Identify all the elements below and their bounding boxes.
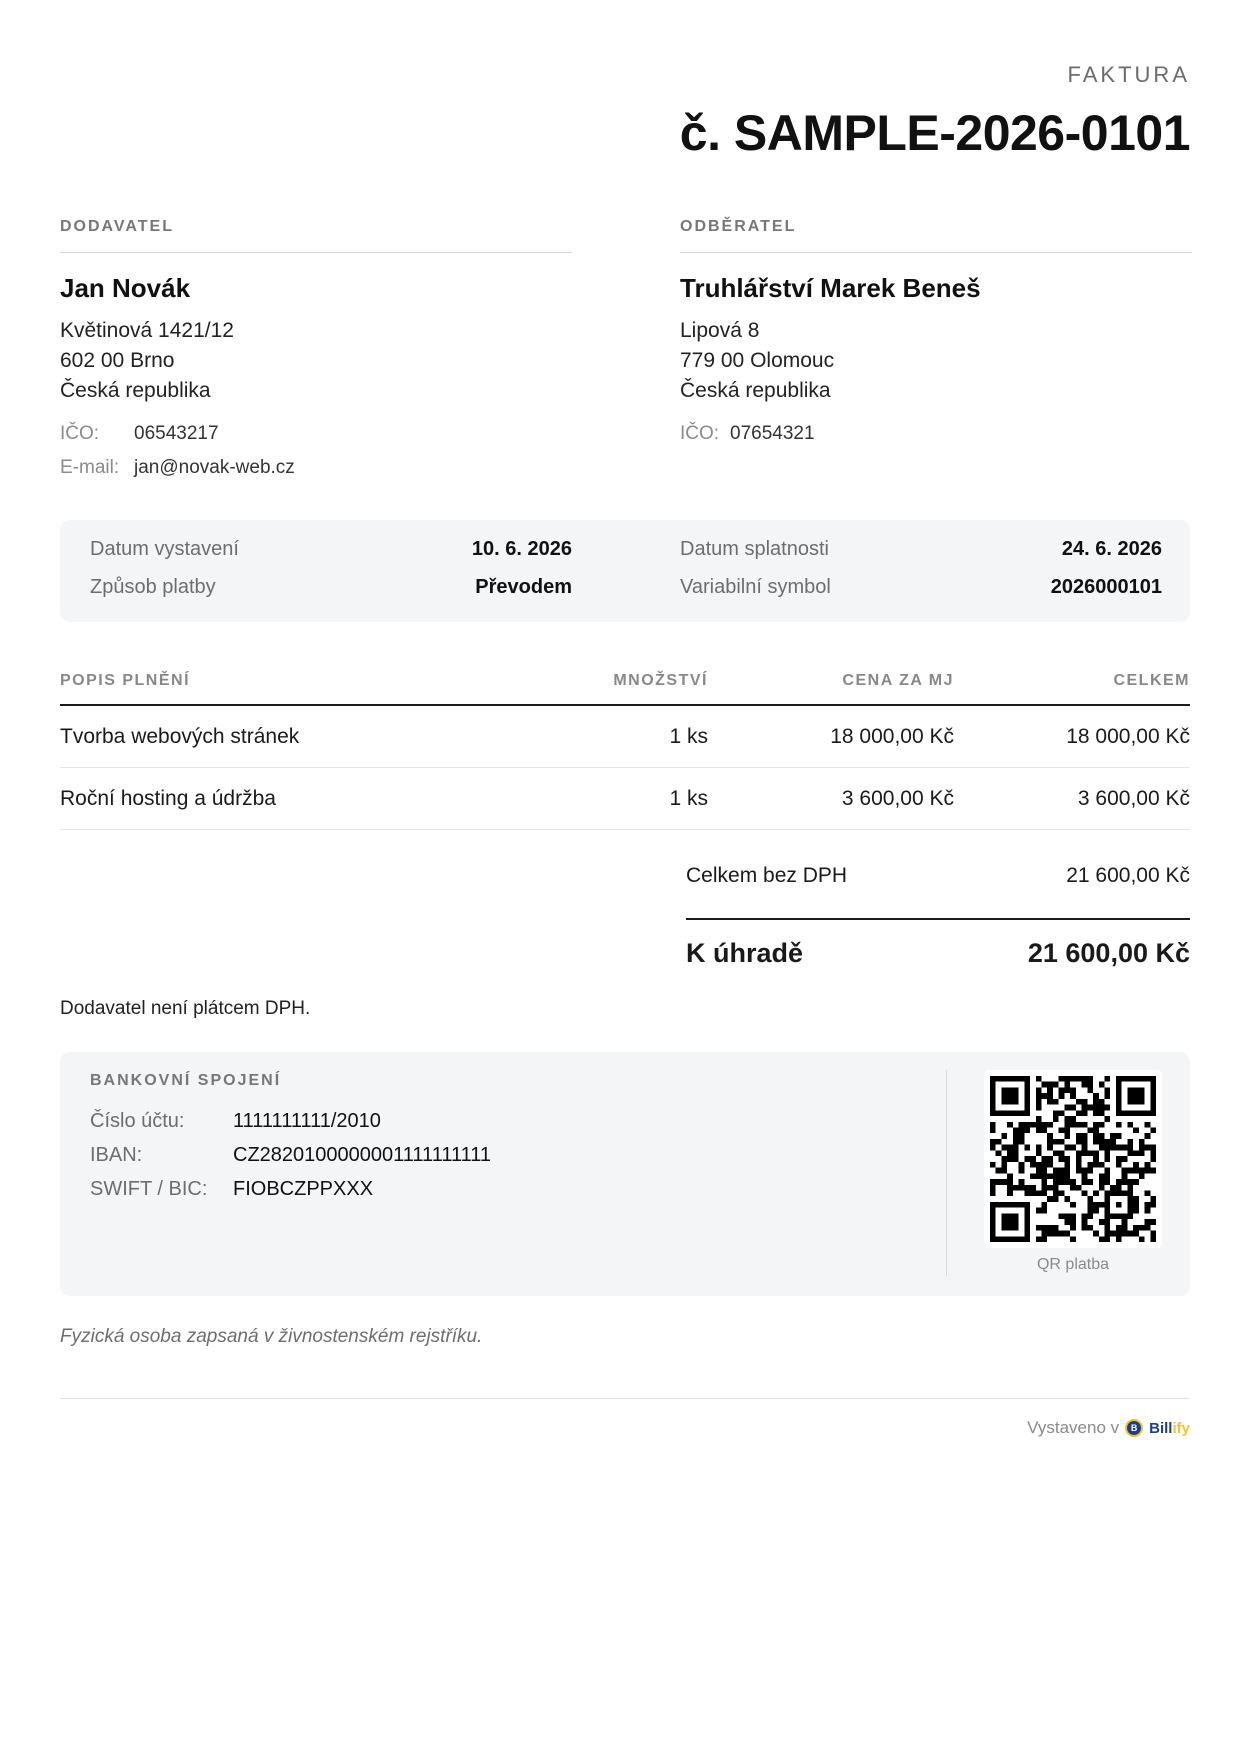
payment-method: Převodem xyxy=(475,576,572,598)
customer-ico-row xyxy=(680,422,1192,446)
account-number: 1111111111/2010 xyxy=(233,1110,381,1132)
ico-label: IČO: xyxy=(680,423,720,444)
variable-symbol: 2026000101 xyxy=(1050,576,1162,598)
supplier-name: Jan Novák xyxy=(60,273,191,303)
column-header-description: POPIS PLNĚNÍ xyxy=(60,672,191,689)
qr-code-icon xyxy=(990,1076,1156,1242)
variable-symbol-label: Variabilní symbol xyxy=(680,576,831,598)
invoice-number: č. SAMPLE-2026-0101 xyxy=(679,105,1190,161)
issue-date-row xyxy=(90,538,572,561)
column-header-unit-price: CENA ZA MJ xyxy=(842,672,954,689)
item-quantity: 1 ks xyxy=(669,786,708,810)
item-unit-price: 18 000,00 Kč xyxy=(830,724,954,748)
iban-row xyxy=(90,1144,491,1167)
column-header-total: CELKEM xyxy=(1113,672,1190,689)
supplier-ico: 06543217 xyxy=(134,423,219,444)
item-description: Roční hosting a údržba xyxy=(60,786,276,810)
invoice-header xyxy=(680,62,1190,162)
subtotal-row xyxy=(686,864,1190,904)
divider xyxy=(686,918,1190,920)
supplier-email-row xyxy=(60,456,572,480)
table-row xyxy=(60,706,1190,768)
variable-symbol-row xyxy=(680,576,1162,599)
column-header-quantity: MNOŽSTVÍ xyxy=(613,672,708,689)
items-table-header xyxy=(60,666,1190,706)
customer-label: ODBĚRATEL xyxy=(680,218,797,235)
address-line: Česká republika xyxy=(680,379,831,402)
item-description: Tvorba webových stránek xyxy=(60,724,300,748)
customer-ico: 07654321 xyxy=(730,423,815,444)
iban-value: CZ2820100000001111111111 xyxy=(233,1144,492,1166)
item-total: 18 000,00 Kč xyxy=(1066,724,1190,748)
footer xyxy=(1027,1418,1190,1438)
brand-accent: ify xyxy=(1172,1419,1190,1437)
issued-in-text: Vystaveno v xyxy=(1027,1418,1120,1437)
swift-value: FIOBCZPPXXX xyxy=(233,1178,374,1200)
customer-block xyxy=(680,218,1192,446)
legal-note: Fyzická osoba zapsaná v živnostenském rejstříku. xyxy=(60,1326,483,1347)
document-type: FAKTURA xyxy=(1067,62,1190,87)
ico-label: IČO: xyxy=(60,423,100,444)
items-table xyxy=(60,666,1190,830)
due-date: 24. 6. 2026 xyxy=(1061,538,1162,560)
bank-panel xyxy=(60,1052,1190,1296)
item-unit-price: 3 600,00 Kč xyxy=(841,786,954,810)
brand-main: Bill xyxy=(1149,1419,1173,1437)
supplier-block xyxy=(60,218,572,480)
table-row xyxy=(60,768,1190,830)
supplier-label: DODAVATEL xyxy=(60,218,174,235)
grand-total-label: K úhradě xyxy=(686,938,804,968)
divider xyxy=(946,1070,947,1276)
grand-total-value: 21 600,00 Kč xyxy=(1027,938,1190,968)
customer-name: Truhlářství Marek Beneš xyxy=(680,273,981,303)
address-line: Česká republika xyxy=(60,379,211,402)
item-quantity: 1 ks xyxy=(669,724,708,748)
address-line: 602 00 Brno xyxy=(60,349,175,372)
grand-total-row xyxy=(686,938,1190,998)
swift-label: SWIFT / BIC: xyxy=(90,1178,208,1200)
due-date-label: Datum splatnosti xyxy=(680,538,829,560)
customer-address xyxy=(680,316,1192,406)
qr-code xyxy=(984,1070,1162,1248)
account-row xyxy=(90,1110,381,1133)
divider xyxy=(60,1398,1190,1399)
vat-note: Dodavatel není plátcem DPH. xyxy=(60,998,311,1019)
supplier-ico-row xyxy=(60,422,572,446)
subtotal-label: Celkem bez DPH xyxy=(686,864,848,887)
totals-block xyxy=(686,864,1190,998)
billify-logo[interactable] xyxy=(1149,1420,1190,1437)
account-label: Číslo účtu: xyxy=(90,1110,185,1132)
divider xyxy=(60,252,572,253)
item-total: 3 600,00 Kč xyxy=(1077,786,1190,810)
issue-date: 10. 6. 2026 xyxy=(471,538,572,560)
supplier-address xyxy=(60,316,572,406)
dates-panel xyxy=(60,520,1190,622)
subtotal-value: 21 600,00 Kč xyxy=(1066,864,1190,887)
due-date-row xyxy=(680,538,1162,561)
billify-logo-icon: B xyxy=(1125,1419,1143,1437)
supplier-email[interactable]: jan@novak-web.cz xyxy=(134,457,295,478)
bank-title: BANKOVNÍ SPOJENÍ xyxy=(90,1072,282,1089)
divider xyxy=(680,252,1192,253)
iban-label: IBAN: xyxy=(90,1144,143,1166)
issue-date-label: Datum vystavení xyxy=(90,538,239,560)
email-label: E-mail: xyxy=(60,457,120,478)
address-line: Lipová 8 xyxy=(680,319,760,342)
address-line: 779 00 Olomouc xyxy=(680,349,835,372)
qr-caption: QR platba xyxy=(1036,1256,1110,1273)
payment-method-row xyxy=(90,576,572,599)
invoice-page xyxy=(60,0,1190,1754)
address-line: Květinová 1421/12 xyxy=(60,319,234,342)
payment-method-label: Způsob platby xyxy=(90,576,216,598)
swift-row xyxy=(90,1178,373,1201)
